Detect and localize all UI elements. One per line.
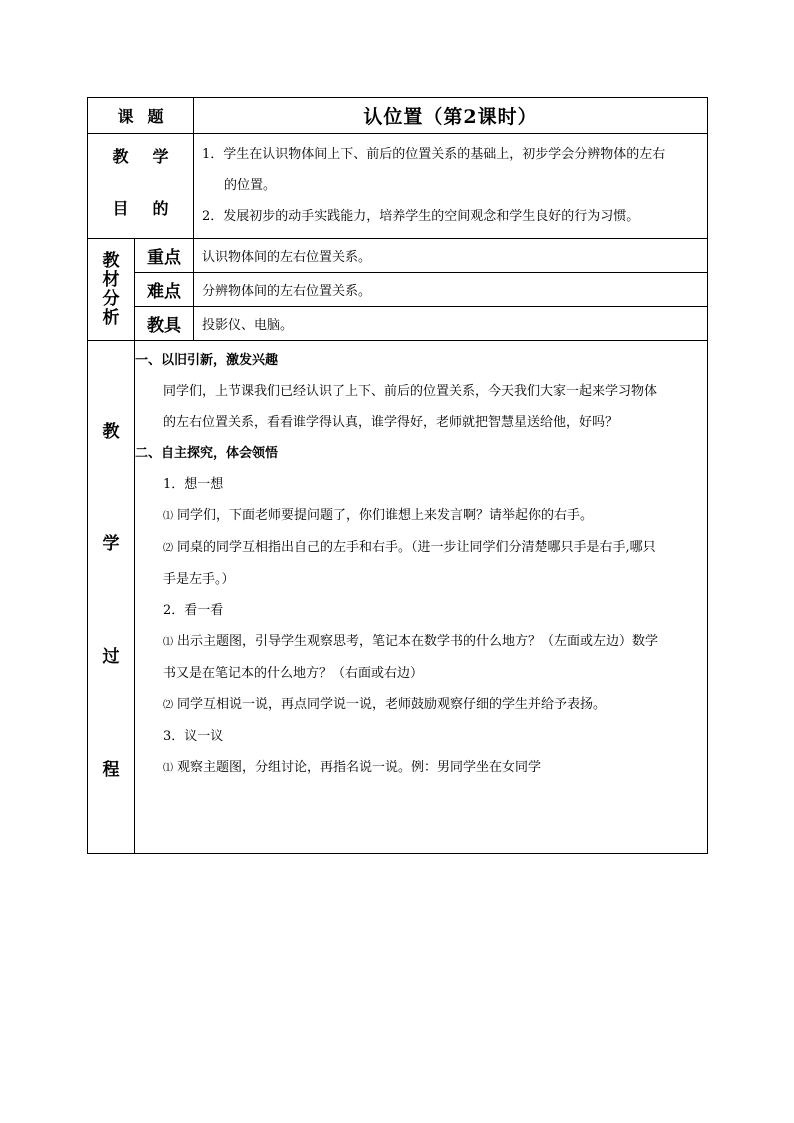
step-2-item-2 xyxy=(135,689,701,721)
lesson-title: 认位置（第2课时） xyxy=(194,98,708,134)
item-text: 观察主题图，分组讨论，再指名说一说。例：男同学坐在女同学 xyxy=(177,760,542,775)
step-1-title: 1．想一想 xyxy=(163,477,224,492)
topic-label: 课题 xyxy=(88,98,194,134)
goal-item-1-cont: 的位置。 xyxy=(224,177,277,193)
analysis-row-key xyxy=(88,239,708,273)
process-label xyxy=(88,341,135,854)
step-3-title: 3．议一议 xyxy=(163,729,224,744)
goals-label xyxy=(88,134,194,239)
step-2-item-1-cont: 书又是在笔记本的什么地方？（右面或右边） xyxy=(163,666,424,681)
goals-label-bottom: 目的 xyxy=(112,199,193,218)
tools-label: 教具 xyxy=(135,307,194,341)
section-2-title: 二、自主探究，体会领悟 xyxy=(135,446,279,461)
process-label-char-3: 过 xyxy=(102,647,120,667)
step-2-title: 2．看一看 xyxy=(163,603,224,618)
difficulty-text: 分辨物体间的左右位置关系。 xyxy=(194,273,708,307)
item-number: ⑵ xyxy=(163,543,173,554)
item-text: 同学们，下面老师要提问题了，你们谁想上来发言啊？请举起你的右手。 xyxy=(177,508,594,523)
item-number: ⑴ xyxy=(163,763,173,774)
process-row xyxy=(88,341,708,854)
key-point-text: 认识物体间的左右位置关系。 xyxy=(194,239,708,273)
process-label-char-1: 教 xyxy=(102,422,120,442)
section-1-title: 一、以旧引新，激发兴趣 xyxy=(135,353,279,368)
step-3-item-1 xyxy=(135,752,701,784)
process-label-char-4: 程 xyxy=(102,760,120,780)
item-text: 同学互相说一说，再点同学说一说，老师鼓励观察仔细的学生并给予表扬。 xyxy=(177,697,607,712)
lesson-plan-table xyxy=(87,97,708,854)
section-1-para-line-2: 的左右位置关系，看看谁学得认真，谁学得好，老师就把智慧星送给他，好吗？ xyxy=(163,415,619,430)
analysis-row-tools xyxy=(88,307,708,341)
item-number: ⑴ xyxy=(163,511,173,522)
analysis-label-cell xyxy=(88,239,135,341)
goals-label-top: 教学 xyxy=(112,147,193,166)
difficulty-label: 难点 xyxy=(135,273,194,307)
process-content xyxy=(135,341,708,854)
header-row xyxy=(88,98,708,134)
section-1-para-line-1: 同学们，上节课我们已经认识了上下、前后的位置关系，今天我们大家一起来学习物体 xyxy=(163,384,658,399)
analysis-row-difficulty xyxy=(88,273,708,307)
step-1-item-2-cont: 手是左手。） xyxy=(163,572,235,587)
item-text: 同桌的同学互相指出自己的左手和右手。（进一步让同学们分清楚哪只手是右手,哪只 xyxy=(177,540,656,555)
goal-item-1: 1．学生在认识物体间上下、前后的位置关系的基础上，初步学会分辨物体的左右 xyxy=(202,146,666,162)
item-number: ⑵ xyxy=(163,700,173,711)
analysis-label: 教材分析 xyxy=(102,250,120,328)
goals-row xyxy=(88,134,708,239)
item-text: 出示主题图，引导学生观察思考，笔记本在数学书的什么地方？（左面或左边）数学 xyxy=(177,634,659,649)
step-2-item-1 xyxy=(135,626,701,658)
tools-text: 投影仪、电脑。 xyxy=(194,307,708,341)
step-1-item-1 xyxy=(135,500,701,532)
item-number: ⑴ xyxy=(163,637,173,648)
goals-content xyxy=(194,134,708,239)
goal-item-2: 2．发展初步的动手实践能力，培养学生的空间观念和学生良好的行为习惯。 xyxy=(202,208,640,224)
step-1-item-2 xyxy=(135,532,701,564)
key-point-label: 重点 xyxy=(135,239,194,273)
process-label-char-2: 学 xyxy=(102,534,120,554)
